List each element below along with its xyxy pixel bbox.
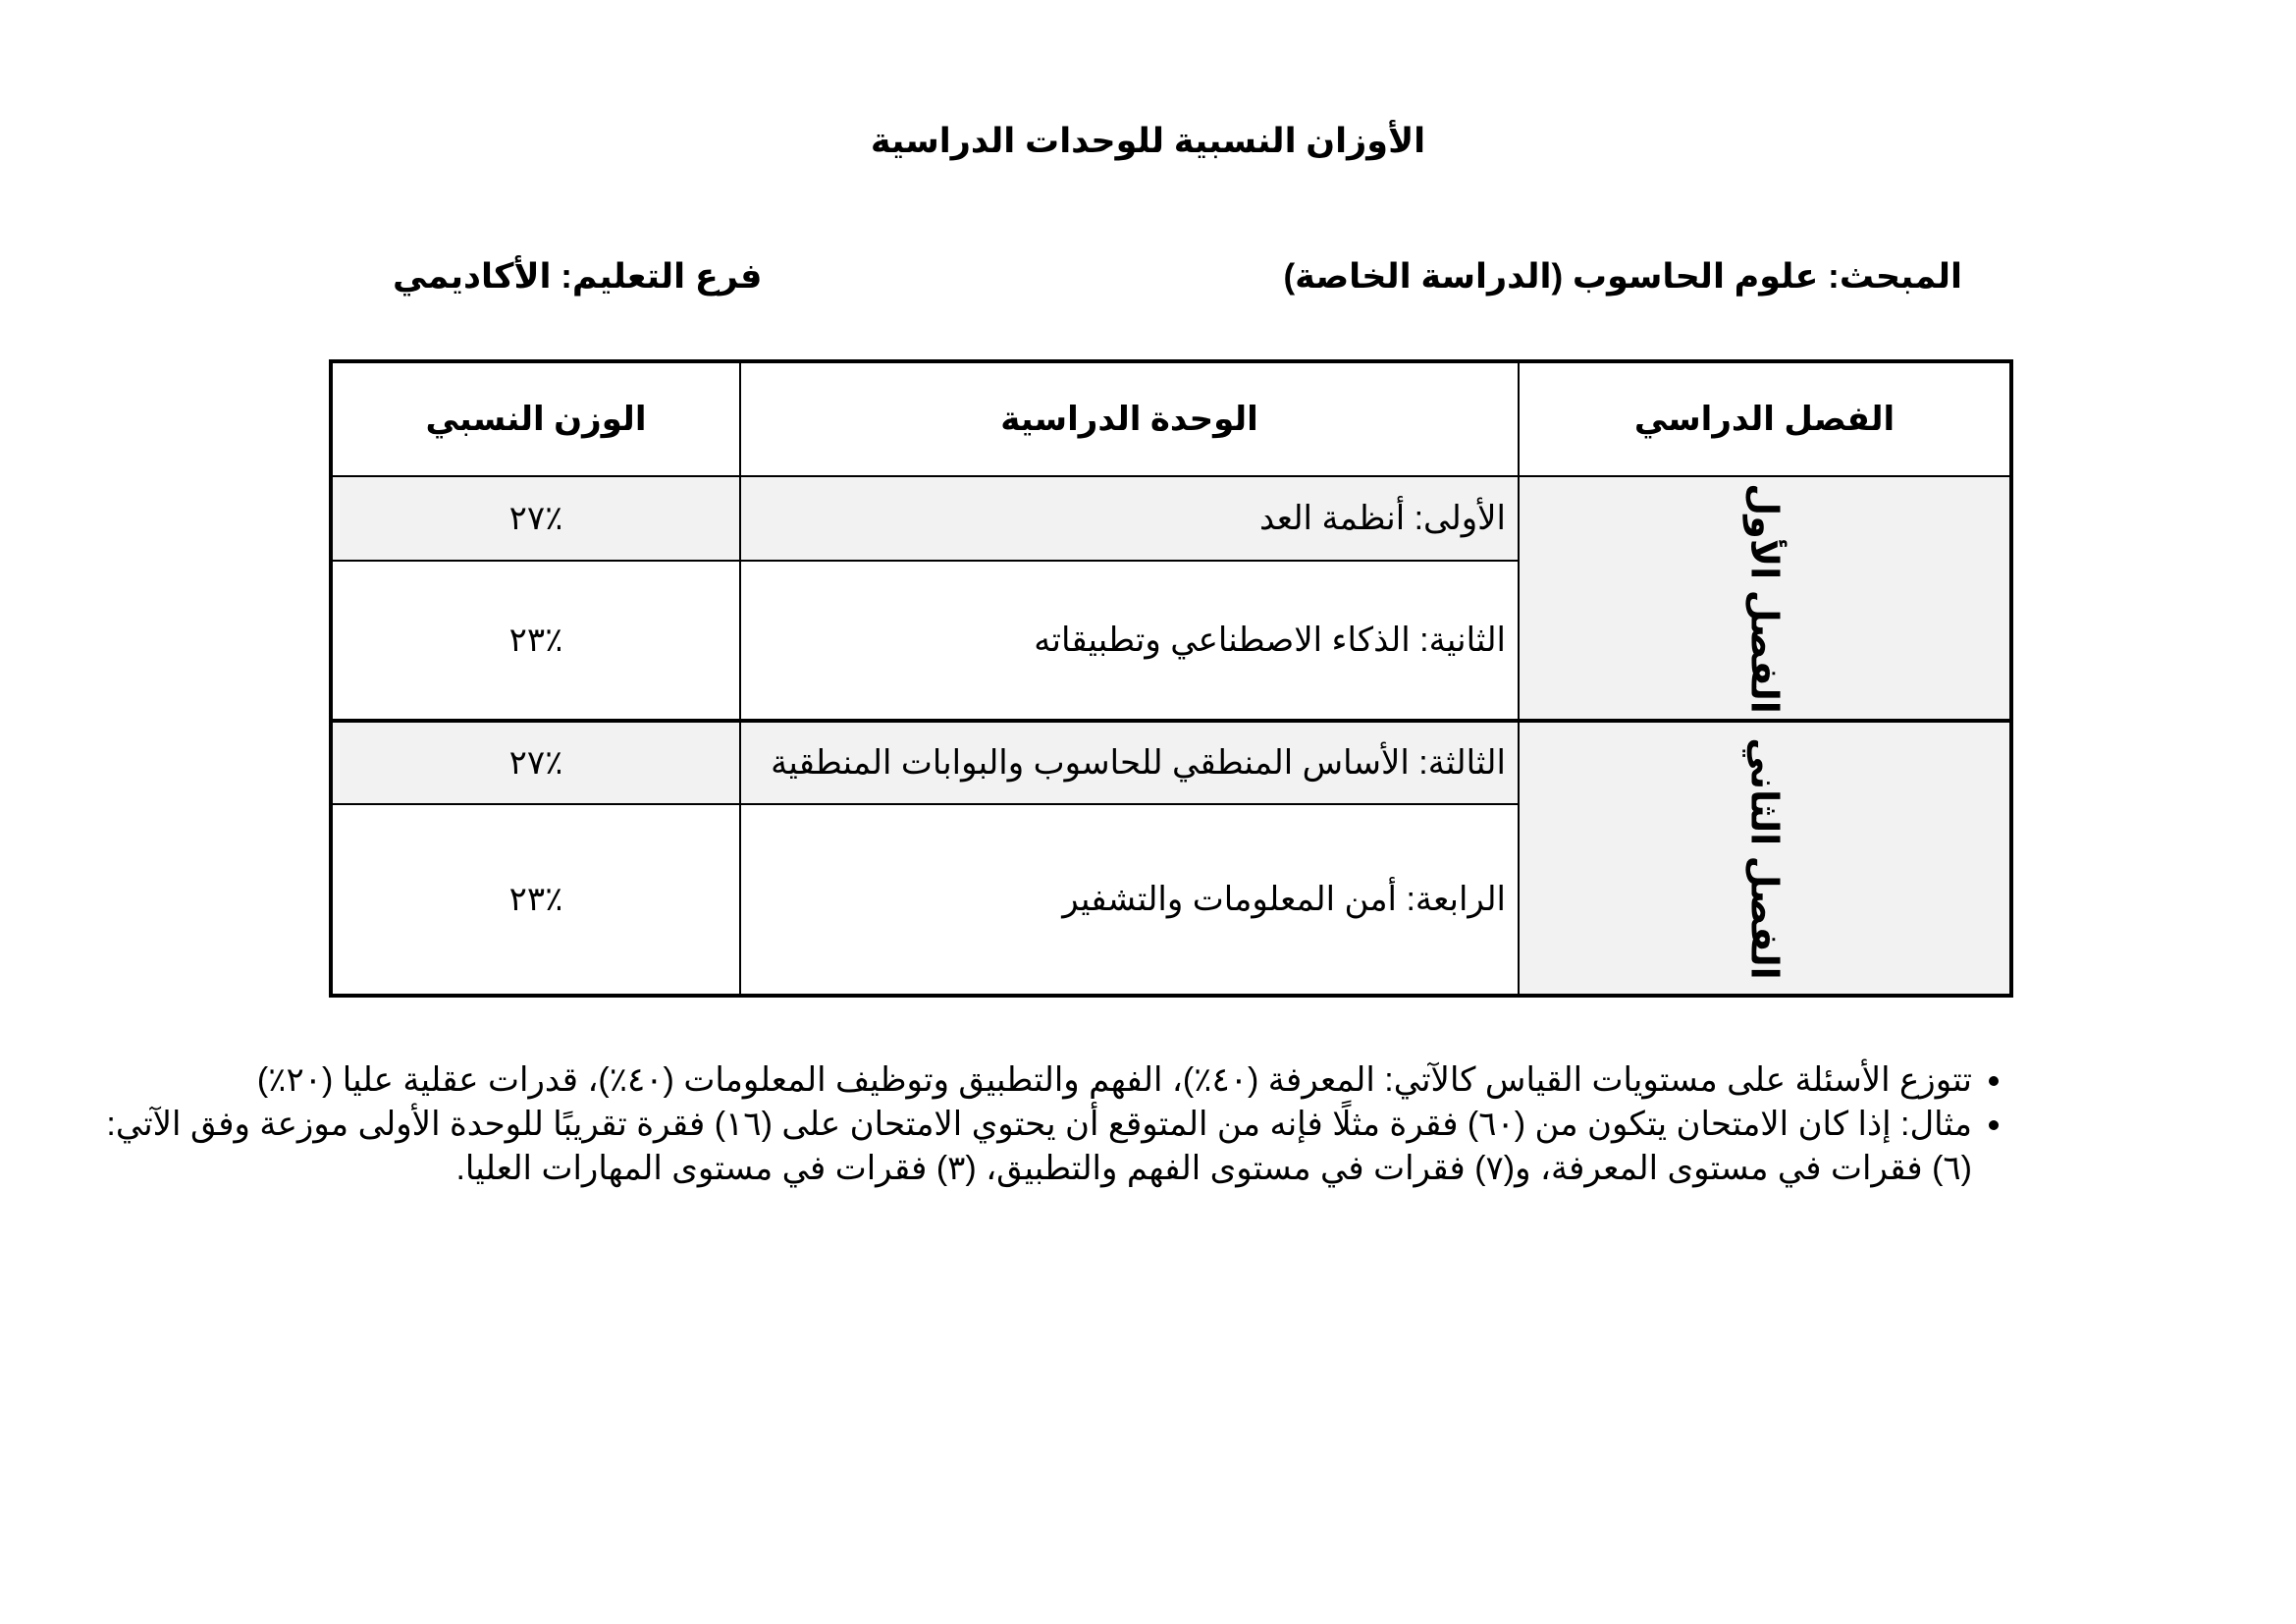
term-cell-first (1519, 476, 2011, 721)
table-row (331, 721, 2011, 804)
subject-line: المبحث: علوم الحاسوب (الدراسة الخاصة) (1283, 257, 1962, 296)
term-cell-second (1519, 721, 2011, 996)
weight-cell: ٪٢٧ (331, 476, 740, 561)
unit-cell: الأولى: أنظمة العد (740, 476, 1519, 561)
weights-table (329, 359, 2013, 998)
header-unit: الوحدة الدراسية (740, 361, 1519, 476)
unit-cell: الرابعة: أمن المعلومات والتشفير (740, 804, 1519, 996)
unit-cell: الثانية: الذكاء الاصطناعي وتطبيقاته (740, 561, 1519, 721)
term-label-second: الفصل الثاني (1742, 736, 1785, 980)
unit-cell: الثالثة: الأساس المنطقي للحاسوب والبوابات المنطقية (740, 721, 1519, 804)
weight-cell: ٪٢٣ (331, 561, 740, 721)
header-term: الفصل الدراسي (1519, 361, 2011, 476)
weight-cell: ٪٢٧ (331, 721, 740, 804)
page-title: الأوزان النسبية للوحدات الدراسية (870, 122, 1426, 160)
notes-list (87, 1058, 2011, 1191)
branch-line: فرع التعليم: الأكاديمي (393, 257, 763, 296)
table-row (331, 476, 2011, 561)
weight-cell: ٪٢٣ (331, 804, 740, 996)
table-header-row (331, 361, 2011, 476)
note-item-distribution: • تتوزع الأسئلة على مستويات القياس كالآتي: المعرفة (٤٠٪)، الفهم والتطبيق وتوظيف المعلومات (٤٠٪)، قدرات عقلية عليا (٢٠٪) (87, 1058, 1972, 1103)
term-label-first: الفصل الأول (1742, 482, 1785, 714)
note-item-example: • مثال: إذا كان الامتحان يتكون من (٦٠) فقرة مثلًا فإنه من المتوقع أن يحتوي الامتحان على (١٦) فقرة تقريبًا للوحدة الأولى موزعة وفق الآتي: (٦) فقرات في مستوى المعرفة، و(٧) فقرات في مستوى الفهم والتطبيق، (٣) فقرات في مستوى المهارات العليا. (87, 1103, 1972, 1191)
header-weight: الوزن النسبي (331, 361, 740, 476)
